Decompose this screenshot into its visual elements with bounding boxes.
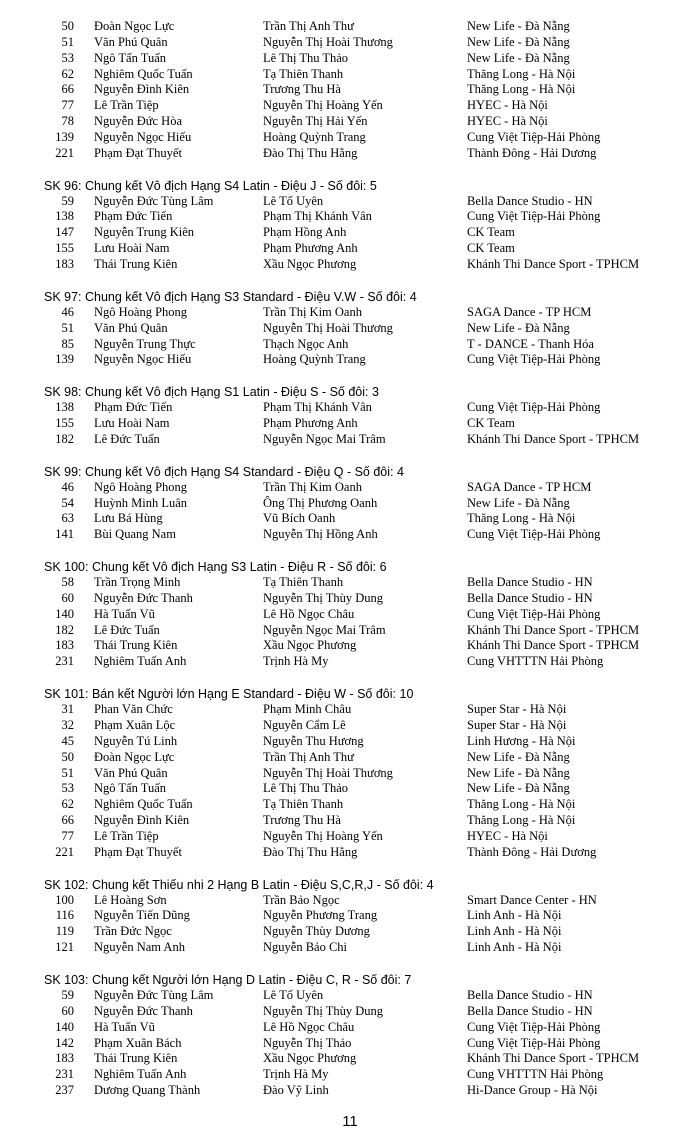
leader-name: Phạm Đạt Thuyết [94, 844, 182, 859]
couple-number: 155 [55, 241, 74, 256]
couple-row [0, 527, 700, 543]
couple-row [0, 480, 700, 496]
couple-row [0, 225, 700, 241]
couple-number: 62 [61, 66, 74, 81]
follower-name: Phạm Phương Anh [263, 416, 358, 431]
leader-name: Nguyễn Đức Hòa [94, 114, 183, 129]
club-name: Linh Hương - Hà Nội [467, 733, 576, 748]
follower-name: Tạ Thiên Thanh [263, 575, 344, 590]
follower-name: Xầu Ngọc Phương [263, 1051, 357, 1066]
leader-name: Ngô Hoàng Phong [94, 479, 188, 494]
couple-row [0, 352, 700, 368]
section-gap [0, 162, 700, 178]
leader-name: Văn Phú Quân [94, 320, 168, 335]
follower-name: Phạm Thị Khánh Vân [263, 400, 372, 415]
section-gap [0, 273, 700, 289]
leader-name: Đoàn Ngọc Lực [94, 19, 175, 33]
follower-name: Đào Vỹ Linh [263, 1083, 329, 1098]
heat-section [0, 670, 700, 860]
leader-name: Nguyễn Đức Thanh [94, 1003, 193, 1018]
couple-number: 139 [55, 352, 74, 367]
club-name: Cung VHTTTN Hải Phòng [467, 1067, 604, 1082]
couple-row [0, 416, 700, 432]
couple-row [0, 940, 700, 956]
club-name: Thăng Long - Hà Nội [467, 66, 576, 81]
club-name: New Life - Đà Nẵng [467, 34, 570, 49]
couple-number: 183 [55, 1051, 74, 1066]
follower-name: Trần Thị Anh Thư [263, 19, 354, 33]
leader-name: Hà Tuấn Vũ [94, 606, 155, 621]
club-name: Linh Anh - Hà Nội [467, 908, 562, 923]
follower-name: Lê Thị Thu Thảo [263, 781, 349, 796]
couple-row [0, 607, 700, 623]
couple-row [0, 19, 700, 35]
leader-name: Văn Phú Quân [94, 34, 168, 49]
club-name: Cung Việt Tiệp-Hải Phòng [467, 1035, 601, 1050]
club-name: Khánh Thi Dance Sport - TPHCM [467, 431, 640, 446]
heat-section [0, 448, 700, 543]
couple-row [0, 750, 700, 766]
leader-name: Nguyễn Ngọc Hiếu [94, 352, 192, 367]
couple-row [0, 114, 700, 130]
couple-row [0, 1020, 700, 1036]
couple-number: 138 [55, 209, 74, 224]
couple-row [0, 51, 700, 67]
club-name: HYEC - Hà Nội [467, 114, 548, 129]
section-title: SK 97: Chung kết Vô địch Hạng S3 Standard - Điệu V.W - Số đôi: 4 [44, 289, 417, 304]
couple-row [0, 988, 700, 1004]
couple-number: 100 [55, 892, 74, 907]
club-name: New Life - Đà Nẵng [467, 781, 570, 796]
heat-section [0, 956, 700, 1099]
club-name: New Life - Đà Nẵng [467, 749, 570, 764]
follower-name: Nguyễn Thị Hồng Anh [263, 527, 378, 542]
leader-name: Ngô Tấn Tuấn [94, 781, 167, 796]
follower-name: Phạm Minh Châu [263, 702, 352, 717]
couple-row [0, 718, 700, 734]
couple-row [0, 924, 700, 940]
couple-row [0, 1004, 700, 1020]
follower-name: Phạm Phương Anh [263, 241, 358, 256]
couple-number: 140 [55, 1019, 74, 1034]
follower-name: Thạch Ngọc Anh [263, 336, 349, 351]
couple-row [0, 82, 700, 98]
follower-name: Nguyễn Thị Thảo [263, 1035, 352, 1050]
club-name: SAGA Dance - TP HCM [467, 479, 592, 494]
leader-name: Đoàn Ngọc Lực [94, 749, 175, 764]
leader-name: Lưu Bá Hùng [94, 511, 163, 526]
couple-row [0, 400, 700, 416]
couple-row [0, 845, 700, 861]
couple-number: 62 [61, 797, 74, 812]
club-name: Thăng Long - Hà Nội [467, 511, 576, 526]
couple-number: 59 [61, 193, 74, 208]
couple-number: 221 [55, 844, 74, 859]
leader-name: Nguyễn Đình Kiên [94, 82, 190, 97]
couple-number: 119 [55, 924, 74, 939]
follower-name: Nguyễn Thị Hoàng Yến [263, 98, 383, 113]
club-name: New Life - Đà Nẵng [467, 765, 570, 780]
couple-number: 45 [61, 733, 74, 748]
couple-row [0, 797, 700, 813]
leader-name: Nguyễn Ngọc Hiếu [94, 129, 192, 144]
club-name: Cung Việt Tiệp-Hải Phòng [467, 400, 601, 415]
follower-name: Tạ Thiên Thanh [263, 66, 344, 81]
leader-name: Nguyễn Đình Kiên [94, 813, 190, 828]
couple-row [0, 591, 700, 607]
heat-section [0, 543, 700, 670]
couple-row [0, 209, 700, 225]
club-name: Smart Dance Center - HN [467, 892, 597, 907]
section-gap [0, 861, 700, 877]
couple-number: 116 [55, 908, 74, 923]
club-name: Bella Dance Studio - HN [467, 590, 593, 605]
follower-name: Trần Thị Anh Thư [263, 749, 354, 764]
couple-row [0, 638, 700, 654]
heat-section [0, 273, 700, 368]
leader-name: Lưu Hoài Nam [94, 416, 170, 431]
couple-number: 78 [61, 114, 74, 129]
leader-name: Nguyễn Trung Thực [94, 336, 196, 351]
follower-name: Nguyễn Thị Hoàng Yến [263, 828, 383, 843]
follower-name: Nguyễn Thị Thùy Dung [263, 590, 384, 605]
couple-number: 147 [55, 225, 74, 240]
leader-name: Phan Văn Chức [94, 702, 173, 717]
leader-name: Phạm Xuân Lộc [94, 718, 176, 732]
couple-number: 141 [55, 527, 74, 542]
couple-number: 51 [61, 765, 74, 780]
couple-row [0, 321, 700, 337]
follower-name: Nguyễn Thu Hương [263, 733, 364, 748]
couple-number: 155 [55, 416, 74, 431]
couple-row [0, 1083, 700, 1099]
section-title: SK 100: Chung kết Vô địch Hạng S3 Latin - Điệu R - Số đôi: 6 [44, 560, 387, 575]
follower-name: Lê Tố Uyên [263, 193, 324, 208]
section-title: SK 98: Chung kết Vô địch Hạng S1 Latin - Điệu S - Số đôi: 3 [44, 385, 379, 400]
section-gap [0, 368, 700, 384]
couple-row [0, 893, 700, 909]
couple-row [0, 1067, 700, 1083]
leader-name: Phạm Đức Tiến [94, 209, 173, 224]
follower-name: Nguyễn Thị Hoài Thương [263, 320, 393, 335]
section-title: SK 102: Chung kết Thiếu nhi 2 Hạng B Latin - Điệu S,C,R,J - Số đôi: 4 [44, 877, 434, 892]
couple-number: 31 [61, 702, 74, 717]
couple-number: 182 [55, 431, 74, 446]
leader-name: Lê Hoàng Sơn [94, 892, 167, 907]
club-name: SAGA Dance - TP HCM [467, 304, 592, 319]
couple-number: 66 [61, 82, 74, 97]
leader-name: Phạm Xuân Bách [94, 1035, 182, 1050]
leader-name: Thái Trung Kiên [94, 1051, 178, 1066]
club-name: Bella Dance Studio - HN [467, 1003, 593, 1018]
follower-name: Trần Thị Kim Oanh [263, 304, 362, 319]
club-name: CK Team [467, 225, 515, 240]
section-title: SK 103: Chung kết Người lớn Hạng D Latin - Điệu C, R - Số đôi: 7 [44, 972, 412, 987]
follower-name: Phạm Hồng Anh [263, 225, 347, 240]
club-name: Cung Việt Tiệp-Hải Phòng [467, 606, 601, 621]
page-number: 11 [342, 1113, 358, 1130]
heat-section [0, 19, 700, 162]
club-name: Khánh Thi Dance Sport - TPHCM [467, 638, 640, 653]
leader-name: Lê Đức Tuấn [94, 431, 160, 446]
leader-name: Nguyễn Đức Thanh [94, 590, 193, 605]
club-name: Bella Dance Studio - HN [467, 193, 593, 208]
follower-name: Nguyễn Thị Hải Yến [263, 114, 368, 129]
follower-name: Nguyễn Ngọc Mai Trâm [263, 431, 386, 446]
couple-number: 60 [61, 1003, 74, 1018]
club-name: Khánh Thi Dance Sport - TPHCM [467, 1051, 640, 1066]
club-name: Super Star - Hà Nội [467, 702, 567, 717]
couple-row [0, 241, 700, 257]
couple-row [0, 908, 700, 924]
heat-section [0, 861, 700, 956]
follower-name: Trương Thu Hà [263, 813, 341, 828]
follower-name: Lê Thị Thu Thảo [263, 50, 349, 65]
club-name: Cung Việt Tiệp-Hải Phòng [467, 129, 601, 144]
follower-name: Xầu Ngọc Phương [263, 256, 357, 271]
couple-row [0, 496, 700, 512]
section-title: SK 99: Chung kết Vô địch Hạng S4 Standard - Điệu Q - Số đôi: 4 [44, 464, 404, 479]
club-name: Bella Dance Studio - HN [467, 987, 593, 1002]
couple-number: 51 [61, 34, 74, 49]
leader-name: Nguyễn Đức Tùng Lâm [94, 193, 214, 208]
couple-number: 182 [55, 622, 74, 637]
leader-name: Nghiêm Tuấn Anh [94, 654, 187, 669]
follower-name: Trịnh Hà My [263, 1067, 329, 1082]
leader-name: Nguyễn Nam Anh [94, 940, 185, 955]
club-name: Thành Đông - Hải Dương [467, 145, 597, 160]
follower-name: Lê Hồ Ngọc Châu [263, 606, 355, 621]
couple-number: 77 [61, 828, 74, 843]
follower-name: Đào Thị Thu Hằng [263, 844, 358, 859]
couple-row [0, 813, 700, 829]
couple-row [0, 734, 700, 750]
club-name: Cung VHTTTN Hải Phòng [467, 654, 604, 669]
club-name: Linh Anh - Hà Nội [467, 924, 562, 939]
leader-name: Bùi Quang Nam [94, 527, 176, 542]
couple-row [0, 1051, 700, 1067]
leader-name: Nguyễn Tiến Dũng [94, 908, 190, 923]
couple-number: 60 [61, 590, 74, 605]
leader-name: Lưu Hoài Nam [94, 241, 170, 256]
follower-name: Vũ Bích Oanh [263, 511, 336, 526]
follower-name: Ông Thị Phương Oanh [263, 495, 378, 510]
couple-row [0, 781, 700, 797]
leader-name: Trần Đức Ngọc [94, 924, 172, 939]
couple-row [0, 194, 700, 210]
couple-row [0, 829, 700, 845]
follower-name: Trần Thị Kim Oanh [263, 479, 362, 494]
follower-name: Hoàng Quỳnh Trang [263, 129, 366, 144]
club-name: HYEC - Hà Nội [467, 98, 548, 113]
follower-name: Trịnh Hà My [263, 654, 329, 669]
club-name: Khánh Thi Dance Sport - TPHCM [467, 256, 640, 271]
couple-number: 221 [55, 145, 74, 160]
leader-name: Lê Đức Tuấn [94, 622, 160, 637]
follower-name: Nguyễn Phương Trang [263, 908, 378, 923]
club-name: Linh Anh - Hà Nội [467, 940, 562, 955]
follower-name: Tạ Thiên Thanh [263, 797, 344, 812]
follower-name: Trương Thu Hà [263, 82, 341, 97]
club-name: HYEC - Hà Nội [467, 828, 548, 843]
follower-name: Đào Thị Thu Hằng [263, 145, 358, 160]
club-name: Thăng Long - Hà Nội [467, 82, 576, 97]
leader-name: Ngô Tấn Tuấn [94, 50, 167, 65]
couple-row [0, 146, 700, 162]
section-gap [0, 448, 700, 464]
leader-name: Văn Phú Quân [94, 765, 168, 780]
couple-number: 121 [55, 940, 74, 955]
couple-number: 59 [61, 987, 74, 1002]
club-name: Hi-Dance Group - Hà Nội [467, 1083, 598, 1098]
couple-number: 183 [55, 256, 74, 271]
couple-number: 54 [61, 495, 74, 510]
leader-name: Hà Tuấn Vũ [94, 1019, 155, 1034]
couple-number: 77 [61, 98, 74, 113]
club-name: Cung Việt Tiệp-Hải Phòng [467, 527, 601, 542]
heat-section [0, 368, 700, 448]
couple-row [0, 35, 700, 51]
couple-row [0, 1036, 700, 1052]
couple-number: 231 [55, 654, 74, 669]
club-name: CK Team [467, 241, 515, 256]
club-name: Cung Việt Tiệp-Hải Phòng [467, 352, 601, 367]
follower-name: Nguyễn Thị Hoài Thương [263, 34, 393, 49]
couple-row [0, 654, 700, 670]
follower-name: Phạm Thị Khánh Vân [263, 209, 372, 224]
club-name: New Life - Đà Nẵng [467, 19, 570, 33]
leader-name: Lê Trần Tiệp [94, 828, 159, 843]
follower-name: Nguyễn Bảo Chi [263, 940, 348, 955]
leader-name: Lê Trần Tiệp [94, 98, 159, 113]
leader-name: Nguyễn Tú Linh [94, 733, 178, 748]
section-title: SK 101: Bán kết Người lớn Hạng E Standard - Điệu W - Số đôi: 10 [44, 687, 414, 702]
follower-name: Nguyễn Thị Hoài Thương [263, 765, 393, 780]
follower-name: Trần Bảo Ngọc [263, 892, 340, 907]
section-gap [0, 670, 700, 686]
leader-name: Huỳnh Minh Luân [94, 495, 188, 510]
club-name: Thành Đông - Hải Dương [467, 844, 597, 859]
heat-section [0, 162, 700, 273]
couple-number: 139 [55, 129, 74, 144]
couple-row [0, 67, 700, 83]
leader-name: Nghiêm Quốc Tuấn [94, 797, 193, 812]
club-name: New Life - Đà Nẵng [467, 50, 570, 65]
couple-row [0, 432, 700, 448]
couple-row [0, 575, 700, 591]
leader-name: Nguyễn Đức Tùng Lâm [94, 987, 214, 1002]
leader-name: Thái Trung Kiên [94, 638, 178, 653]
follower-name: Nguyễn Thùy Dương [263, 924, 370, 939]
leader-name: Phạm Đức Tiến [94, 400, 173, 415]
couple-number: 63 [61, 511, 74, 526]
club-name: Cung Việt Tiệp-Hải Phòng [467, 1019, 601, 1034]
couple-row [0, 623, 700, 639]
leader-name: Thái Trung Kiên [94, 256, 178, 271]
couple-number: 138 [55, 400, 74, 415]
couple-row [0, 511, 700, 527]
leader-name: Phạm Đạt Thuyết [94, 145, 182, 160]
club-name: Super Star - Hà Nội [467, 718, 567, 732]
couple-number: 53 [61, 781, 74, 796]
leader-name: Nghiêm Tuấn Anh [94, 1067, 187, 1082]
couple-number: 50 [61, 749, 74, 764]
couple-row [0, 305, 700, 321]
club-name: Khánh Thi Dance Sport - TPHCM [467, 622, 640, 637]
couple-number: 58 [61, 575, 74, 590]
follower-name: Nguyễn Thị Thùy Dung [263, 1003, 384, 1018]
couple-number: 50 [61, 19, 74, 33]
couple-row [0, 337, 700, 353]
couple-row [0, 130, 700, 146]
club-name: Cung Việt Tiệp-Hải Phòng [467, 209, 601, 224]
couple-number: 51 [61, 320, 74, 335]
couple-number: 183 [55, 638, 74, 653]
leader-name: Dương Quang Thành [94, 1083, 201, 1098]
couple-row [0, 766, 700, 782]
club-name: Thăng Long - Hà Nội [467, 813, 576, 828]
leader-name: Nghiêm Quốc Tuấn [94, 66, 193, 81]
follower-name: Xầu Ngọc Phương [263, 638, 357, 653]
couple-number: 66 [61, 813, 74, 828]
section-title: SK 96: Chung kết Vô địch Hạng S4 Latin - Điệu J - Số đôi: 5 [44, 178, 377, 193]
couple-number: 53 [61, 50, 74, 65]
couple-number: 140 [55, 606, 74, 621]
club-name: New Life - Đà Nẵng [467, 495, 570, 510]
couple-row [0, 702, 700, 718]
follower-name: Lê Hồ Ngọc Châu [263, 1019, 355, 1034]
club-name: T - DANCE - Thanh Hóa [467, 336, 594, 351]
couple-row [0, 98, 700, 114]
couple-number: 85 [61, 336, 74, 351]
club-name: CK Team [467, 416, 515, 431]
club-name: Bella Dance Studio - HN [467, 575, 593, 590]
leader-name: Trần Trọng Minh [94, 575, 181, 590]
follower-name: Lê Tố Uyên [263, 987, 324, 1002]
leader-name: Nguyễn Trung Kiên [94, 225, 195, 240]
couple-number: 32 [61, 718, 74, 732]
couple-number: 231 [55, 1067, 74, 1082]
follower-name: Hoàng Quỳnh Trang [263, 352, 366, 367]
section-gap [0, 956, 700, 972]
section-gap [0, 543, 700, 559]
couple-number: 237 [55, 1083, 74, 1098]
couple-number: 46 [61, 479, 74, 494]
club-name: New Life - Đà Nẵng [467, 320, 570, 335]
club-name: Thăng Long - Hà Nội [467, 797, 576, 812]
leader-name: Ngô Hoàng Phong [94, 304, 188, 319]
heat-list [0, 19, 700, 1099]
couple-number: 142 [55, 1035, 74, 1050]
follower-name: Nguyễn Cẩm Lê [263, 718, 346, 732]
couple-number: 46 [61, 304, 74, 319]
couple-row [0, 257, 700, 273]
follower-name: Nguyễn Ngọc Mai Trâm [263, 622, 386, 637]
